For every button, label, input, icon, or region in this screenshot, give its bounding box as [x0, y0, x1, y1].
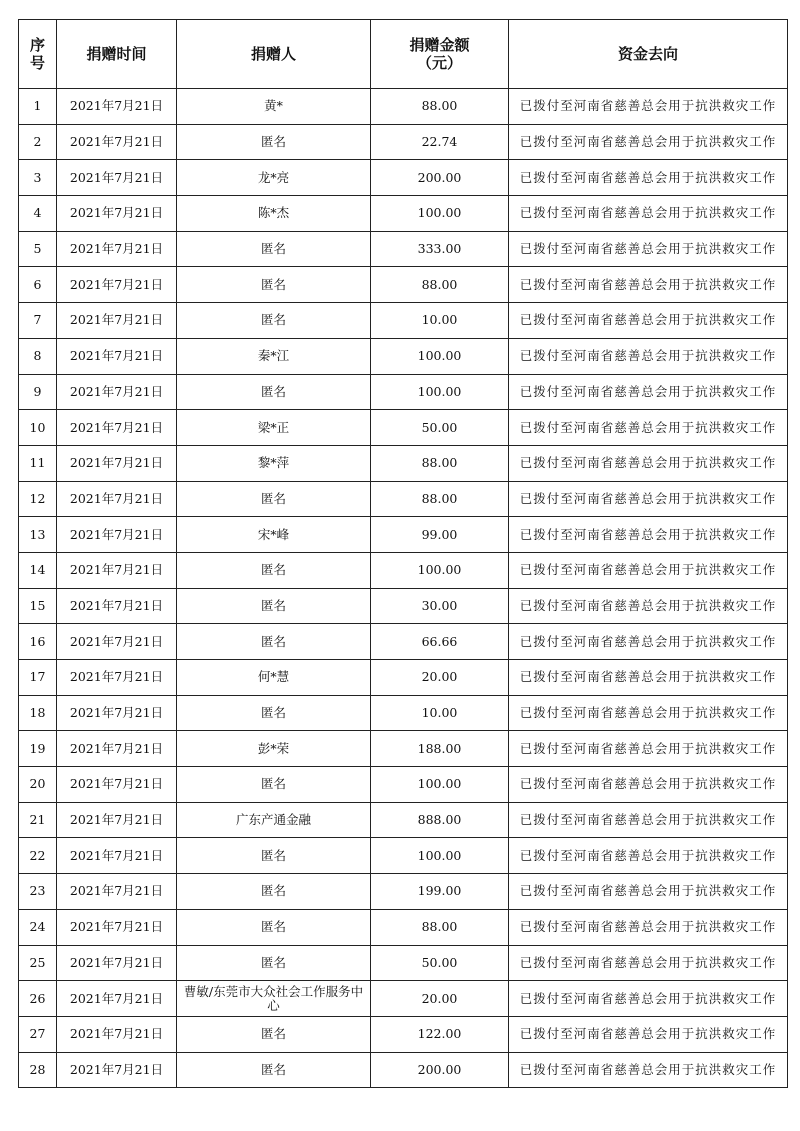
cell-amount: 50.00 — [371, 945, 509, 981]
cell-date: 2021年7月21日 — [57, 695, 177, 731]
cell-index: 7 — [19, 303, 57, 339]
cell-amount: 88.00 — [371, 89, 509, 125]
header-purpose: 资金去向 — [509, 20, 788, 89]
table-row — [19, 874, 788, 910]
cell-donor: 陈*杰 — [177, 196, 371, 232]
cell-amount: 88.00 — [371, 267, 509, 303]
cell-amount: 10.00 — [371, 303, 509, 339]
table-row — [19, 338, 788, 374]
cell-date: 2021年7月21日 — [57, 1052, 177, 1088]
cell-index: 11 — [19, 445, 57, 481]
cell-index: 27 — [19, 1016, 57, 1052]
cell-donor: 匿名 — [177, 374, 371, 410]
cell-index: 1 — [19, 89, 57, 125]
cell-purpose: 已拨付至河南省慈善总会用于抗洪救灾工作 — [509, 588, 788, 624]
cell-amount: 100.00 — [371, 196, 509, 232]
cell-date: 2021年7月21日 — [57, 802, 177, 838]
cell-amount: 100.00 — [371, 338, 509, 374]
cell-purpose: 已拨付至河南省慈善总会用于抗洪救灾工作 — [509, 124, 788, 160]
cell-index: 23 — [19, 874, 57, 910]
cell-donor: 匿名 — [177, 909, 371, 945]
cell-donor: 匿名 — [177, 588, 371, 624]
cell-index: 16 — [19, 624, 57, 660]
header-index — [19, 20, 57, 89]
cell-date: 2021年7月21日 — [57, 89, 177, 125]
cell-date: 2021年7月21日 — [57, 981, 177, 1017]
table-row — [19, 196, 788, 232]
table-row — [19, 909, 788, 945]
cell-index: 13 — [19, 517, 57, 553]
cell-index: 3 — [19, 160, 57, 196]
cell-amount: 100.00 — [371, 374, 509, 410]
cell-purpose: 已拨付至河南省慈善总会用于抗洪救灾工作 — [509, 160, 788, 196]
cell-date: 2021年7月21日 — [57, 124, 177, 160]
cell-donor: 匿名 — [177, 231, 371, 267]
cell-date: 2021年7月21日 — [57, 945, 177, 981]
table-row — [19, 945, 788, 981]
cell-amount: 30.00 — [371, 588, 509, 624]
header-amount — [371, 20, 509, 89]
cell-amount: 88.00 — [371, 481, 509, 517]
cell-donor: 匿名 — [177, 303, 371, 339]
cell-donor: 匿名 — [177, 695, 371, 731]
cell-purpose: 已拨付至河南省慈善总会用于抗洪救灾工作 — [509, 196, 788, 232]
cell-donor: 曹敏/东莞市大众社会工作服务中心 — [177, 981, 371, 1017]
cell-purpose: 已拨付至河南省慈善总会用于抗洪救灾工作 — [509, 1052, 788, 1088]
cell-index: 28 — [19, 1052, 57, 1088]
cell-amount: 888.00 — [371, 802, 509, 838]
table-row — [19, 410, 788, 446]
cell-purpose: 已拨付至河南省慈善总会用于抗洪救灾工作 — [509, 374, 788, 410]
cell-index: 9 — [19, 374, 57, 410]
cell-amount: 199.00 — [371, 874, 509, 910]
cell-purpose: 已拨付至河南省慈善总会用于抗洪救灾工作 — [509, 695, 788, 731]
cell-index: 4 — [19, 196, 57, 232]
header-donor: 捐赠人 — [177, 20, 371, 89]
cell-date: 2021年7月21日 — [57, 1016, 177, 1052]
donation-table — [18, 19, 788, 1088]
table-row — [19, 731, 788, 767]
cell-amount: 88.00 — [371, 909, 509, 945]
cell-date: 2021年7月21日 — [57, 874, 177, 910]
cell-purpose: 已拨付至河南省慈善总会用于抗洪救灾工作 — [509, 231, 788, 267]
cell-purpose: 已拨付至河南省慈善总会用于抗洪救灾工作 — [509, 909, 788, 945]
cell-purpose: 已拨付至河南省慈善总会用于抗洪救灾工作 — [509, 767, 788, 803]
cell-date: 2021年7月21日 — [57, 231, 177, 267]
table-row — [19, 695, 788, 731]
cell-amount: 20.00 — [371, 981, 509, 1017]
table-row — [19, 802, 788, 838]
cell-donor: 匿名 — [177, 945, 371, 981]
cell-date: 2021年7月21日 — [57, 267, 177, 303]
table-row — [19, 1016, 788, 1052]
cell-index: 25 — [19, 945, 57, 981]
cell-index: 6 — [19, 267, 57, 303]
table-row — [19, 445, 788, 481]
cell-purpose: 已拨付至河南省慈善总会用于抗洪救灾工作 — [509, 731, 788, 767]
cell-donor: 匿名 — [177, 1016, 371, 1052]
cell-donor: 匿名 — [177, 124, 371, 160]
cell-index: 2 — [19, 124, 57, 160]
cell-date: 2021年7月21日 — [57, 767, 177, 803]
table-row — [19, 374, 788, 410]
cell-purpose: 已拨付至河南省慈善总会用于抗洪救灾工作 — [509, 1016, 788, 1052]
table-row — [19, 552, 788, 588]
cell-purpose: 已拨付至河南省慈善总会用于抗洪救灾工作 — [509, 410, 788, 446]
cell-amount: 200.00 — [371, 1052, 509, 1088]
cell-amount: 100.00 — [371, 838, 509, 874]
cell-donor: 何*慧 — [177, 660, 371, 696]
cell-index: 5 — [19, 231, 57, 267]
cell-index: 17 — [19, 660, 57, 696]
table-row — [19, 838, 788, 874]
cell-date: 2021年7月21日 — [57, 160, 177, 196]
cell-date: 2021年7月21日 — [57, 909, 177, 945]
cell-amount: 99.00 — [371, 517, 509, 553]
table-row — [19, 624, 788, 660]
cell-index: 26 — [19, 981, 57, 1017]
cell-donor: 彭*荣 — [177, 731, 371, 767]
cell-amount: 20.00 — [371, 660, 509, 696]
table-row — [19, 660, 788, 696]
cell-purpose: 已拨付至河南省慈善总会用于抗洪救灾工作 — [509, 945, 788, 981]
cell-amount: 50.00 — [371, 410, 509, 446]
table-row — [19, 89, 788, 125]
header-date: 捐赠时间 — [57, 20, 177, 89]
cell-donor: 匿名 — [177, 874, 371, 910]
cell-purpose: 已拨付至河南省慈善总会用于抗洪救灾工作 — [509, 624, 788, 660]
cell-donor: 广东产通金融 — [177, 802, 371, 838]
cell-purpose: 已拨付至河南省慈善总会用于抗洪救灾工作 — [509, 981, 788, 1017]
table-row — [19, 1052, 788, 1088]
cell-index: 12 — [19, 481, 57, 517]
cell-amount: 22.74 — [371, 124, 509, 160]
cell-amount: 88.00 — [371, 445, 509, 481]
cell-date: 2021年7月21日 — [57, 731, 177, 767]
cell-amount: 200.00 — [371, 160, 509, 196]
cell-index: 21 — [19, 802, 57, 838]
cell-donor: 匿名 — [177, 1052, 371, 1088]
cell-index: 20 — [19, 767, 57, 803]
cell-amount: 100.00 — [371, 552, 509, 588]
cell-date: 2021年7月21日 — [57, 445, 177, 481]
cell-amount: 100.00 — [371, 767, 509, 803]
cell-donor: 秦*江 — [177, 338, 371, 374]
table-row — [19, 981, 788, 1017]
cell-purpose: 已拨付至河南省慈善总会用于抗洪救灾工作 — [509, 303, 788, 339]
cell-index: 18 — [19, 695, 57, 731]
cell-donor: 匿名 — [177, 552, 371, 588]
cell-purpose: 已拨付至河南省慈善总会用于抗洪救灾工作 — [509, 445, 788, 481]
cell-amount: 188.00 — [371, 731, 509, 767]
table-row — [19, 160, 788, 196]
cell-donor: 梁*正 — [177, 410, 371, 446]
cell-donor: 匿名 — [177, 838, 371, 874]
cell-date: 2021年7月21日 — [57, 338, 177, 374]
cell-date: 2021年7月21日 — [57, 481, 177, 517]
cell-amount: 122.00 — [371, 1016, 509, 1052]
header-amount-line2: （元） — [416, 54, 462, 72]
cell-index: 10 — [19, 410, 57, 446]
cell-index: 24 — [19, 909, 57, 945]
cell-date: 2021年7月21日 — [57, 517, 177, 553]
cell-date: 2021年7月21日 — [57, 410, 177, 446]
cell-purpose: 已拨付至河南省慈善总会用于抗洪救灾工作 — [509, 802, 788, 838]
cell-purpose: 已拨付至河南省慈善总会用于抗洪救灾工作 — [509, 267, 788, 303]
header-index-line2: 号 — [29, 54, 45, 72]
cell-index: 22 — [19, 838, 57, 874]
cell-date: 2021年7月21日 — [57, 624, 177, 660]
table-body — [19, 89, 788, 1088]
cell-date: 2021年7月21日 — [57, 838, 177, 874]
table-row — [19, 303, 788, 339]
donation-record-page — [18, 19, 787, 1088]
cell-date: 2021年7月21日 — [57, 303, 177, 339]
cell-index: 14 — [19, 552, 57, 588]
cell-date: 2021年7月21日 — [57, 196, 177, 232]
cell-purpose: 已拨付至河南省慈善总会用于抗洪救灾工作 — [509, 552, 788, 588]
table-row — [19, 481, 788, 517]
cell-date: 2021年7月21日 — [57, 588, 177, 624]
table-row — [19, 517, 788, 553]
cell-purpose: 已拨付至河南省慈善总会用于抗洪救灾工作 — [509, 517, 788, 553]
cell-purpose: 已拨付至河南省慈善总会用于抗洪救灾工作 — [509, 660, 788, 696]
cell-purpose: 已拨付至河南省慈善总会用于抗洪救灾工作 — [509, 481, 788, 517]
cell-date: 2021年7月21日 — [57, 660, 177, 696]
table-header-row — [19, 20, 788, 89]
table-row — [19, 767, 788, 803]
cell-purpose: 已拨付至河南省慈善总会用于抗洪救灾工作 — [509, 89, 788, 125]
cell-donor: 匿名 — [177, 767, 371, 803]
cell-donor: 黄* — [177, 89, 371, 125]
cell-donor: 宋*峰 — [177, 517, 371, 553]
table-row — [19, 124, 788, 160]
cell-donor: 黎*萍 — [177, 445, 371, 481]
cell-purpose: 已拨付至河南省慈善总会用于抗洪救灾工作 — [509, 874, 788, 910]
cell-date: 2021年7月21日 — [57, 374, 177, 410]
cell-amount: 10.00 — [371, 695, 509, 731]
cell-purpose: 已拨付至河南省慈善总会用于抗洪救灾工作 — [509, 838, 788, 874]
cell-date: 2021年7月21日 — [57, 552, 177, 588]
cell-donor: 匿名 — [177, 624, 371, 660]
header-index-line1: 序 — [29, 36, 45, 54]
table-row — [19, 588, 788, 624]
cell-amount: 333.00 — [371, 231, 509, 267]
cell-index: 15 — [19, 588, 57, 624]
header-amount-line1: 捐赠金额 — [409, 36, 470, 54]
cell-donor: 匿名 — [177, 481, 371, 517]
table-row — [19, 267, 788, 303]
cell-donor: 龙*亮 — [177, 160, 371, 196]
cell-purpose: 已拨付至河南省慈善总会用于抗洪救灾工作 — [509, 338, 788, 374]
cell-index: 8 — [19, 338, 57, 374]
cell-amount: 66.66 — [371, 624, 509, 660]
table-row — [19, 231, 788, 267]
cell-index: 19 — [19, 731, 57, 767]
cell-donor: 匿名 — [177, 267, 371, 303]
